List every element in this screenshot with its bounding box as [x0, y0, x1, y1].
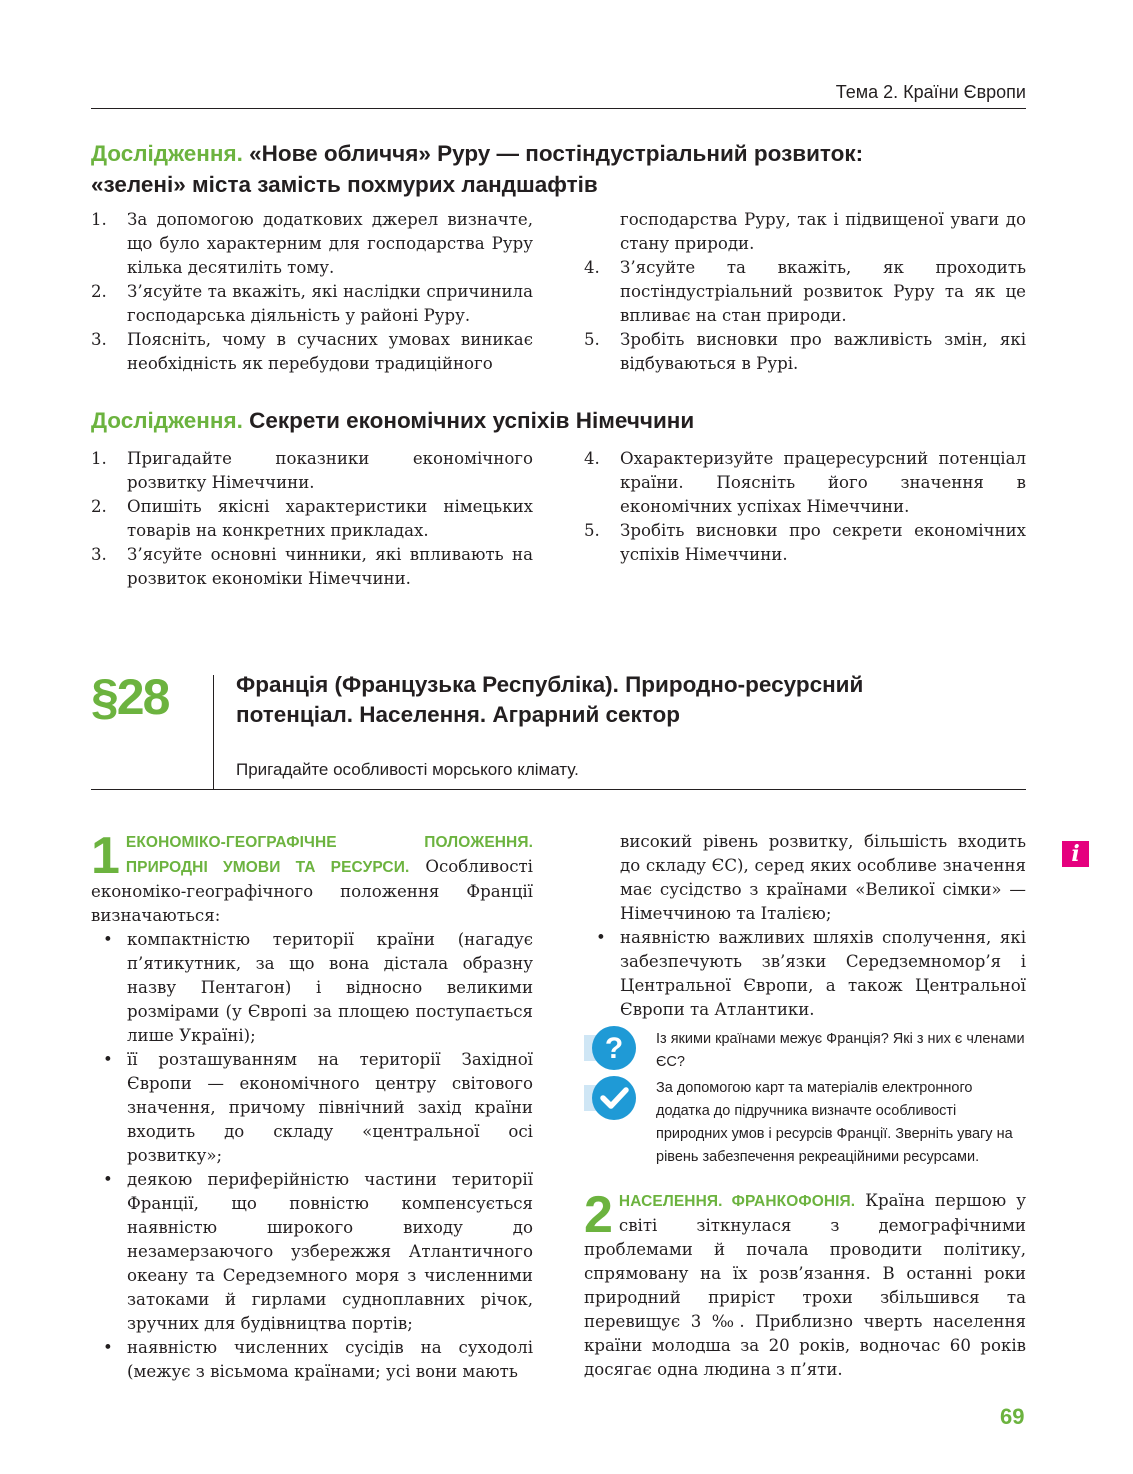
list-item: • наявністю важливих шляхів сполучення, які забезпечують зв’язки Середземномор’я і Центральної Європи, а також Центральної Європи та Атлантики.: [584, 926, 1026, 1022]
check-icon: [584, 1075, 640, 1121]
list-item: [91, 208, 533, 280]
question-icon: [584, 1025, 640, 1071]
list-item: [91, 447, 533, 495]
section-2-number: 2: [584, 1186, 613, 1244]
item-text: З’ясуйте та вкажіть, які наслідки спричинила господарська діяльність у районі Руру.: [127, 282, 533, 325]
list-item: • деякою периферійністю частини території Франції, що повністю компенсується наявністю широкого виходу до незамерзаючого узбережжя Атлантичного океану та Середземного моря з численними затоками й гирлами судноплавних річок, зручних для будівництва портів;: [91, 1168, 533, 1336]
bullet-continuation: високий рівень розвитку, більшість входить до складу ЄС), серед яких особливе значення має сусідство з країнами «Великої сімки» — Німеччиною та Італією;: [620, 832, 1026, 923]
research-1-label: Дослідження.: [91, 141, 243, 166]
paragraph-rule: [91, 789, 1026, 790]
item-number: 1.: [91, 210, 107, 229]
section-2: [584, 1186, 1027, 1382]
item-number: 2.: [91, 282, 107, 301]
question-text: Із якими країнами межує Франція? Які з них є членами ЄС?: [656, 1031, 1025, 1070]
section-1-intro: [91, 827, 533, 928]
task-text: За допомогою карт та матеріалів електронного додатка до підручника визначте особливості природних умов і ресурсів Франції. Зверніть увагу на рівень забезпечення рекреаційними ресурсами.: [656, 1080, 1013, 1165]
paragraph-divider: [213, 675, 214, 789]
item-text: Зробіть висновки про секрети економічних успіхів Німеччини.: [620, 521, 1026, 564]
list-item: [584, 328, 1026, 376]
research-2-label: Дослідження.: [91, 408, 243, 433]
list-item: [584, 208, 1026, 256]
item-number: 4.: [584, 258, 600, 277]
list-item: • наявністю численних сусідів на суходолі (межує з вісьмома країнами; усі вони мають: [91, 1336, 533, 1384]
section-1-intro-text: Особливості економіко-географічного положення Франції визначаються:: [91, 857, 533, 925]
section-1-number: 1: [91, 827, 120, 885]
item-text: З’ясуйте основні чинники, які впливають на розвиток економіки Німеччини.: [127, 545, 533, 588]
page-number: 69: [1000, 1404, 1025, 1429]
item-text: Опишіть якісні характеристики німецьких товарів на конкретних прикладах.: [127, 497, 533, 540]
research-2-list-left: [91, 447, 533, 591]
item-text: Зробіть висновки про важливість змін, які відбуваються в Рурі.: [620, 330, 1026, 373]
item-number: 3.: [91, 545, 107, 564]
section-2-body: Країна першою у світі зіткнулася з демографічними проблемами й почала проводити політику, спрямовану на їх розв’язання. В останні роки природний приріст трохи збільшився та перевищує 3 ‰. Приблизно чверть населення країни молодша за 20 років, водночас 60 років досягає одна людина з п’яти.: [584, 1191, 1027, 1379]
paragraph-number: §28: [91, 669, 169, 725]
item-number: 4.: [584, 449, 600, 468]
list-item: [584, 447, 1026, 519]
item-text: господарства Руру, так і підвищеної уваги до стану природи.: [620, 210, 1026, 253]
topic-title: Тема 2. Країни Європи: [835, 82, 1026, 102]
research-2-title: [91, 405, 1031, 436]
list-item: [91, 495, 533, 543]
list-item: [91, 543, 533, 591]
list-item: [584, 519, 1026, 567]
list-item: • її розташуванням на території Західної Європи — економічного центру світового значення, причому північний захід країни входить до складу «центральної осі розвитку»;: [91, 1048, 533, 1168]
right-column-continuation: [620, 830, 1026, 926]
svg-text:?: ?: [604, 1032, 624, 1065]
item-number: 2.: [91, 497, 107, 516]
research-1-list-right: [584, 208, 1026, 376]
research-1-title-line1: «Нове обличчя» Руру — постіндустріальний розвиток:: [242, 141, 864, 166]
item-number: 5.: [584, 521, 600, 540]
section-2-text: [584, 1186, 1027, 1382]
research-1-title-line2: «зелені» міста замість похмурих ландшафтів: [91, 172, 598, 197]
section-1-heading: ЕКОНОМІКО-ГЕОГРАФІЧНЕ ПОЛОЖЕННЯ. ПРИРОДНІ УМОВИ ТА РЕСУРСИ.: [125, 834, 533, 876]
research-2-title-text: Секрети економічних успіхів Німеччини: [242, 408, 695, 433]
page-header: [91, 78, 1026, 109]
research-1-list-left: [91, 208, 533, 376]
item-number: 1.: [91, 449, 107, 468]
section-1-bullets: [91, 928, 533, 1384]
paragraph-title: [236, 670, 996, 730]
item-text: Поясніть, чому в сучасних умовах виникає необхідність як перебудови традиційного: [127, 330, 533, 373]
item-text: З’ясуйте та вкажіть, як проходить постіндустріальний розвиток Руру та як це впливає на стан природи.: [620, 258, 1026, 325]
item-text: За допомогою додаткових джерел визначте, що було характерним для господарства Руру кілька десятиліть тому.: [127, 210, 533, 277]
list-item: [91, 328, 533, 376]
list-item: [584, 256, 1026, 328]
paragraph-hint: Пригадайте особливості морського клімату.: [236, 760, 579, 779]
right-column-bullets: [584, 926, 1026, 1022]
item-text: Пригадайте показники економічного розвитку Німеччини.: [127, 449, 533, 492]
paragraph-title-line2: потенціал. Населення. Аграрний сектор: [236, 702, 681, 727]
item-number: 5.: [584, 330, 600, 349]
info-badge[interactable]: i: [1062, 841, 1089, 867]
item-number: 3.: [91, 330, 107, 349]
item-text: Охарактеризуйте працересурсний потенціал країни. Поясніть його значення в економічних успіхах Німеччини.: [620, 449, 1026, 516]
list-item: • компактністю території країни (нагадує п’ятикутник, за що вона дістала образну назву Пентагон) і відносно великими розмірами (у Європі за площею поступається лише Україні);: [91, 928, 533, 1048]
paragraph-title-line1: Франція (Французька Республіка). Природно-ресурсний: [236, 672, 864, 697]
section-2-heading: НАСЕЛЕННЯ. ФРАНКОФОНІЯ.: [618, 1193, 856, 1210]
research-1-title: [91, 138, 1031, 200]
left-column: [91, 827, 533, 1384]
research-2-list-right: [584, 447, 1026, 567]
list-item: [91, 280, 533, 328]
